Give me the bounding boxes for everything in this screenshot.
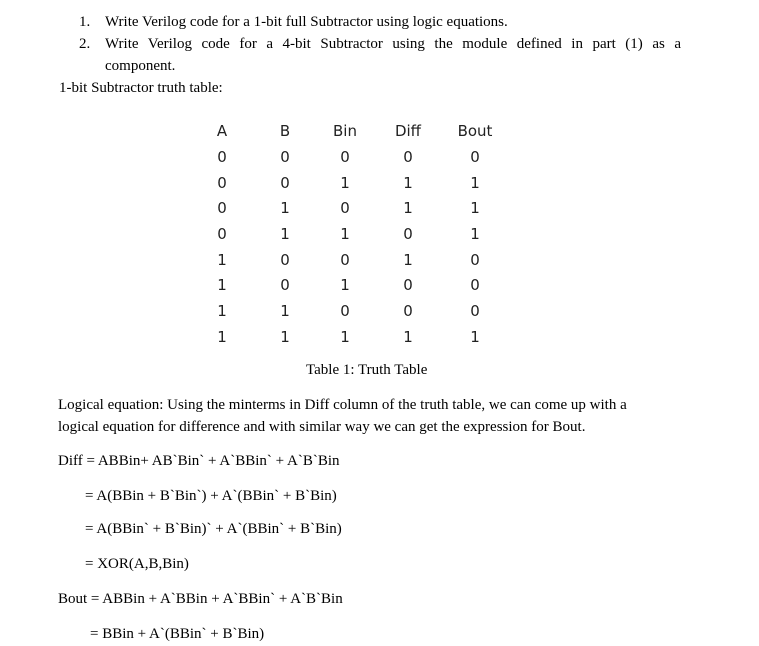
table-cell: 0	[280, 276, 290, 295]
table-cell: 0	[403, 224, 413, 243]
table-cell: 0	[217, 147, 227, 166]
table-cell: 0	[340, 301, 350, 320]
table-cell: 1	[470, 199, 480, 218]
table-cell: 1	[280, 199, 290, 218]
column-header: Diff	[394, 121, 422, 140]
table-cell: 1	[403, 327, 413, 346]
table-row	[188, 298, 510, 324]
table-cell: 0	[217, 173, 227, 192]
table-caption: Table 1: Truth Table	[306, 362, 428, 378]
table-row	[188, 144, 510, 170]
paragraph-line: logical equation for difference and with similar way we can get the expression for Bout.	[58, 419, 586, 435]
table-cell: 1	[340, 276, 350, 295]
table-row	[188, 221, 510, 247]
table-row	[188, 195, 510, 221]
table-cell: 1	[470, 173, 480, 192]
table-cell: 0	[470, 301, 480, 320]
table-cell: 0	[217, 199, 227, 218]
instruction-number: 1.	[79, 14, 91, 30]
table-cell: 0	[340, 199, 350, 218]
instruction-text: Write Verilog code for a 4-bit Subtractor using the module defined in part (1) as a	[105, 36, 681, 52]
table-cell: 1	[340, 327, 350, 346]
instruction-continuation: component.	[105, 58, 176, 74]
table-header-row	[188, 117, 510, 144]
bout-equation-line: Bout = ABBin + A`BBin + A`BBin` + A`B`Bin	[58, 591, 343, 607]
table-cell: 0	[470, 250, 480, 269]
table-cell: 0	[470, 147, 480, 166]
column-header: A	[216, 121, 228, 140]
diff-equation-line: = XOR(A,B,Bin)	[85, 556, 189, 572]
table-cell: 1	[340, 224, 350, 243]
table-cell: 1	[217, 327, 227, 346]
table-cell: 1	[340, 173, 350, 192]
table-cell: 0	[403, 147, 413, 166]
truth-table	[188, 117, 510, 350]
column-header: Bin	[333, 121, 357, 140]
table-cell: 1	[470, 327, 480, 346]
table-cell: 0	[340, 147, 350, 166]
table-cell: 0	[280, 147, 290, 166]
table-cell: 0	[280, 173, 290, 192]
diff-equation-line: = A(BBin` + B`Bin)` + A`(BBin` + B`Bin)	[85, 521, 342, 537]
table-row	[188, 247, 510, 273]
table-row	[188, 324, 510, 350]
table-cell: 1	[280, 327, 290, 346]
table-cell: 1	[403, 250, 413, 269]
bout-equation-line: = BBin + A`(BBin` + B`Bin)	[90, 626, 265, 642]
table-cell: 1	[217, 276, 227, 295]
table-cell: 1	[280, 301, 290, 320]
instruction-number: 2.	[79, 36, 91, 52]
table-cell: 0	[340, 250, 350, 269]
column-header: Bout	[457, 121, 493, 140]
diff-equation-line: = A(BBin + B`Bin`) + A`(BBin` + B`Bin)	[85, 488, 337, 504]
instruction-text: Write Verilog code for a 1-bit full Subtractor using logic equations.	[105, 14, 508, 30]
table-cell: 0	[403, 301, 413, 320]
table-cell: 1	[403, 173, 413, 192]
table-row	[188, 170, 510, 196]
table-row	[188, 272, 510, 298]
table-cell: 0	[403, 276, 413, 295]
table-cell: 1	[280, 224, 290, 243]
diff-equation-line: Diff = ABBin+ AB`Bin` + A`BBin` + A`B`Bin	[58, 453, 340, 469]
table-cell: 1	[403, 199, 413, 218]
table-cell: 1	[470, 224, 480, 243]
table-cell: 1	[217, 301, 227, 320]
column-header: B	[279, 121, 291, 140]
table-cell: 0	[280, 250, 290, 269]
paragraph-line: Logical equation: Using the minterms in Diff column of the truth table, we can come up with a	[58, 397, 627, 413]
table-cell: 0	[217, 224, 227, 243]
table-intro: 1-bit Subtractor truth table:	[59, 80, 223, 96]
table-cell: 0	[470, 276, 480, 295]
table-cell: 1	[217, 250, 227, 269]
